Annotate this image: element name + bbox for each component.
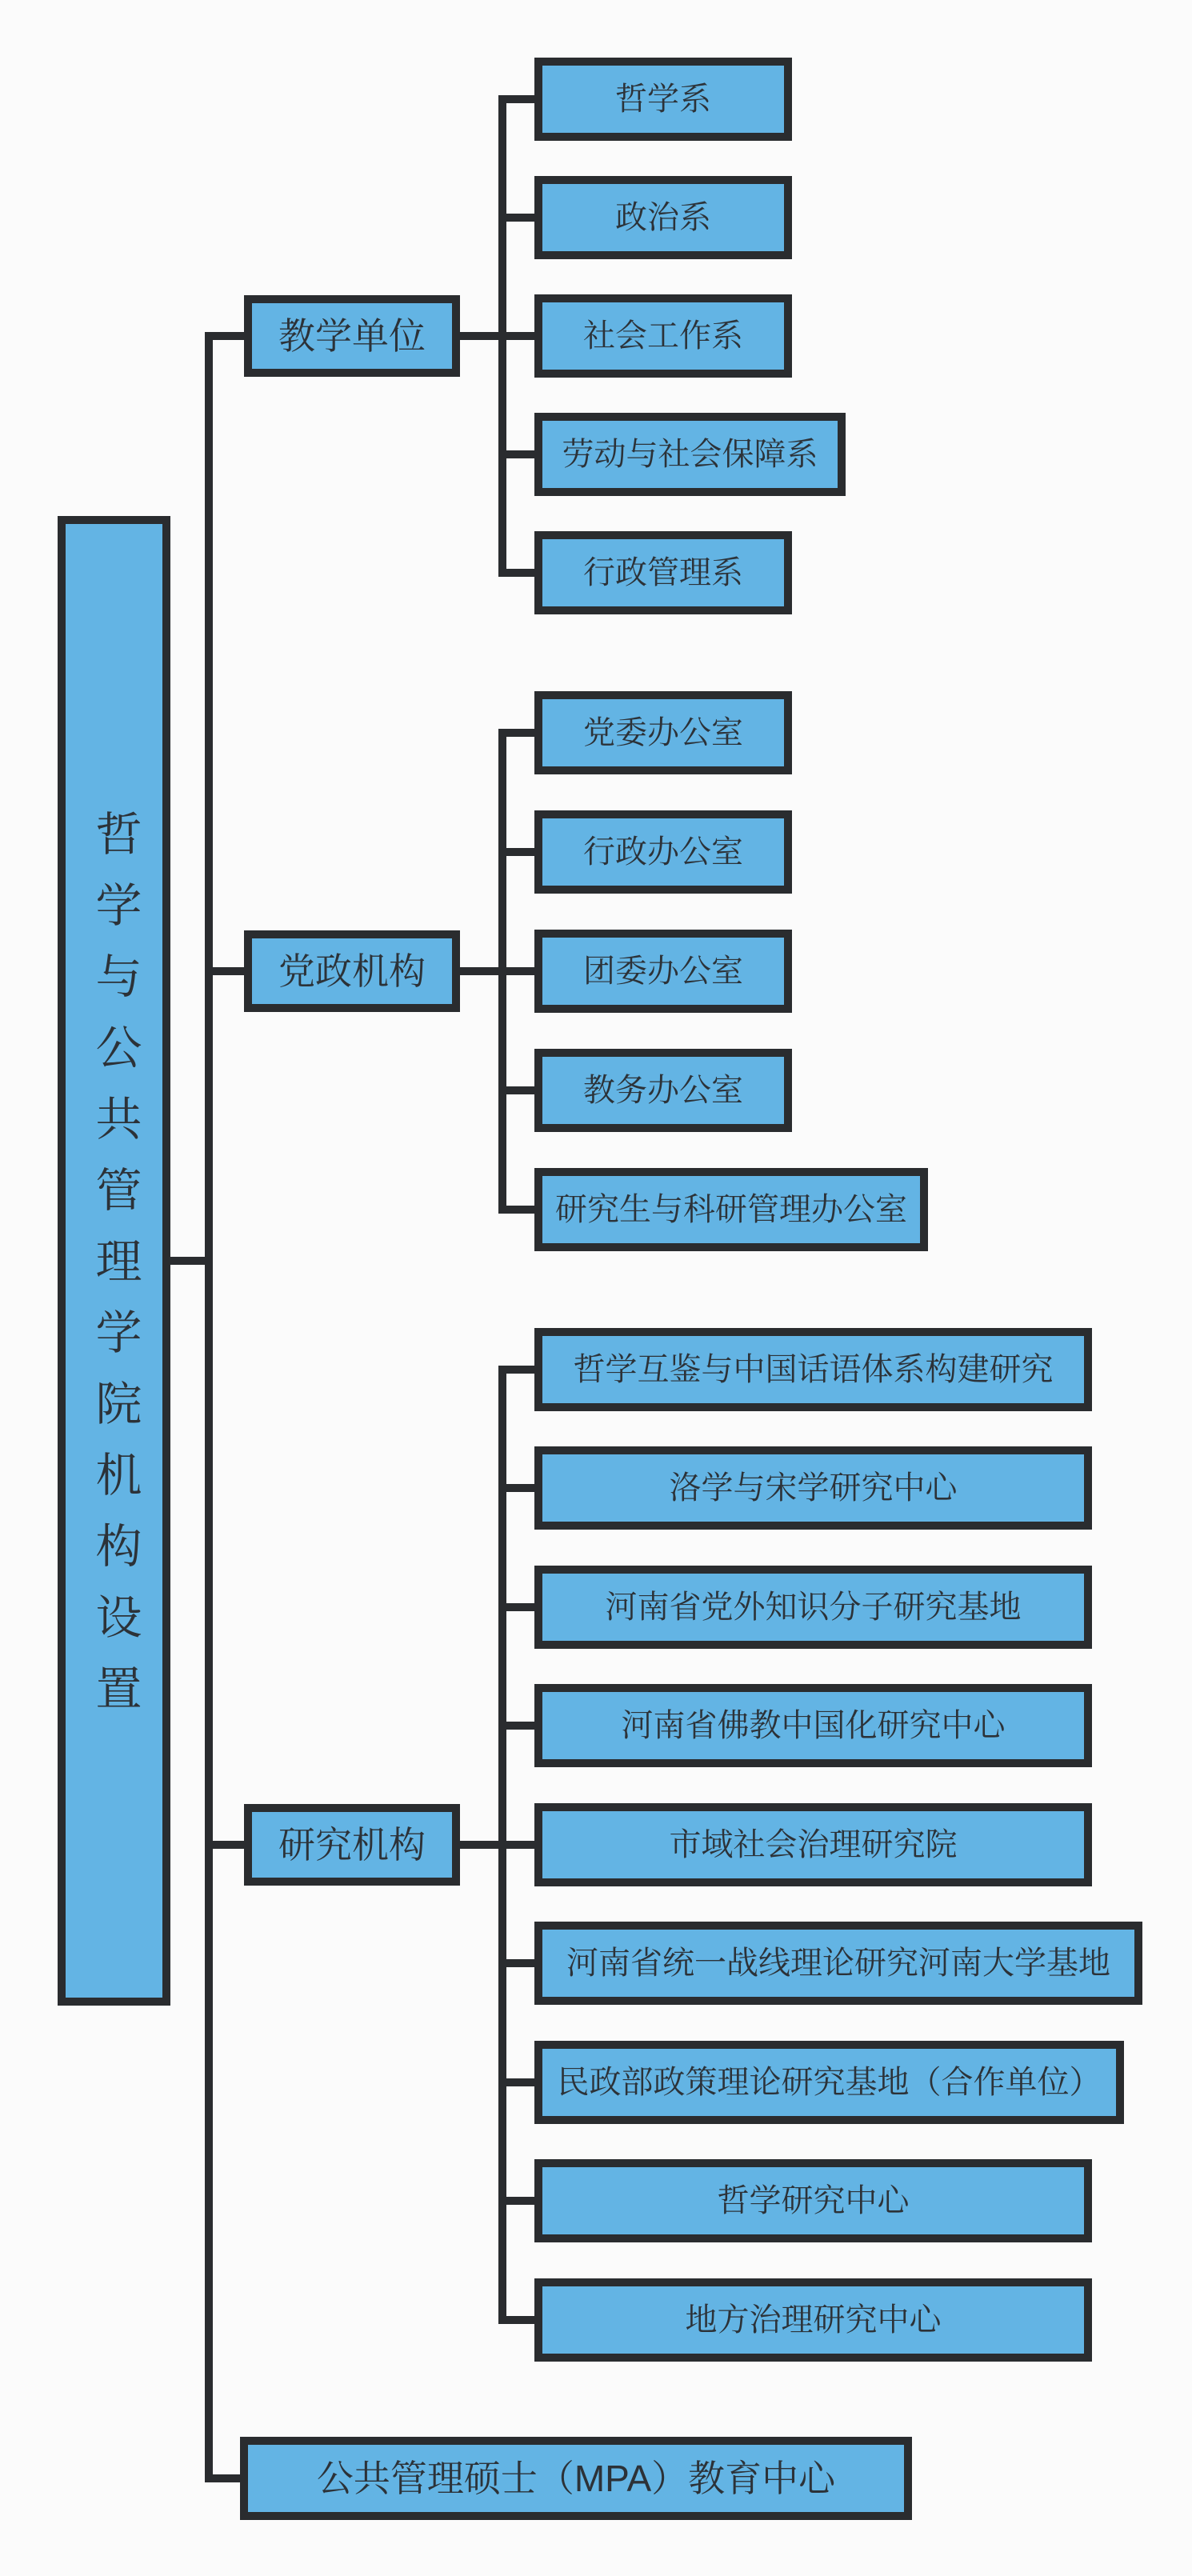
node-luoxue-songxue-research-center[interactable]: 洛学与宋学研究中心 [534, 1446, 1092, 1530]
node-branch-teaching-units[interactable]: 教学单位 [244, 295, 460, 377]
connector-child-stub [498, 95, 538, 103]
node-branch-party-gov-orgs[interactable]: 党政机构 [244, 930, 460, 1012]
node-politics-dept[interactable]: 政治系 [534, 176, 792, 259]
node-non-party-intellectuals-research-base[interactable]: 河南省党外知识分子研究基地 [534, 1566, 1092, 1649]
connector-child-stub [498, 1959, 538, 1967]
node-philosophy-mutual-learning-research[interactable]: 哲学互鉴与中国话语体系构建研究 [534, 1328, 1092, 1411]
connector-child-stub [498, 2078, 538, 2086]
connector-main-trunk [205, 332, 213, 2482]
node-mpa-education-center[interactable]: 公共管理硕士（MPA）教育中心 [240, 2437, 912, 2520]
node-labor-social-security-dept[interactable]: 劳动与社会保障系 [534, 413, 846, 496]
node-administrative-office[interactable]: 行政办公室 [534, 810, 792, 894]
node-social-work-dept[interactable]: 社会工作系 [534, 294, 792, 378]
node-buddhism-sinicization-research-center[interactable]: 河南省佛教中国化研究中心 [534, 1684, 1092, 1767]
connector-branch-party-stub [205, 967, 248, 975]
connector-child-stub [498, 967, 538, 975]
node-united-front-theory-research-base[interactable]: 河南省统一战线理论研究河南大学基地 [534, 1922, 1142, 2005]
node-root-college[interactable]: 哲学与公共管理学院机构设置 [58, 516, 170, 2006]
connector-child-stub [498, 1086, 538, 1094]
node-graduate-research-office[interactable]: 研究生与科研管理办公室 [534, 1168, 928, 1251]
connector-child-stub [498, 848, 538, 856]
node-urban-social-governance-institute[interactable]: 市域社会治理研究院 [534, 1803, 1092, 1886]
node-party-committee-office[interactable]: 党委办公室 [534, 691, 792, 774]
connector-child-stub [498, 2197, 538, 2205]
node-local-governance-research-center[interactable]: 地方治理研究中心 [534, 2278, 1092, 2362]
node-civil-affairs-policy-research-base[interactable]: 民政部政策理论研究基地（合作单位） [534, 2041, 1124, 2124]
connector-child-stub [498, 332, 538, 340]
connector-branch-research-stub [205, 1841, 248, 1849]
connector-child-stub [498, 729, 538, 737]
connector-child-stub [498, 1484, 538, 1492]
connector-child-stub [498, 1841, 538, 1849]
node-branch-research-orgs[interactable]: 研究机构 [244, 1804, 460, 1886]
connector-mpa-stub [205, 2474, 244, 2482]
connector-child-stub [498, 214, 538, 222]
node-academic-affairs-office[interactable]: 教务办公室 [534, 1049, 792, 1132]
node-youth-league-office[interactable]: 团委办公室 [534, 930, 792, 1013]
connector-child-stub [498, 569, 538, 577]
node-public-admin-dept[interactable]: 行政管理系 [534, 531, 792, 614]
connector-child-stub [498, 1206, 538, 1214]
connector-child-stub [498, 1722, 538, 1730]
node-philosophy-dept[interactable]: 哲学系 [534, 58, 792, 141]
connector-child-stub [498, 1366, 538, 1374]
connector-child-stub [498, 2316, 538, 2324]
connector-branch-teaching-stub [205, 332, 248, 340]
node-philosophy-research-center[interactable]: 哲学研究中心 [534, 2159, 1092, 2242]
connector-child-stub [498, 1603, 538, 1611]
connector-child-stub [498, 450, 538, 458]
